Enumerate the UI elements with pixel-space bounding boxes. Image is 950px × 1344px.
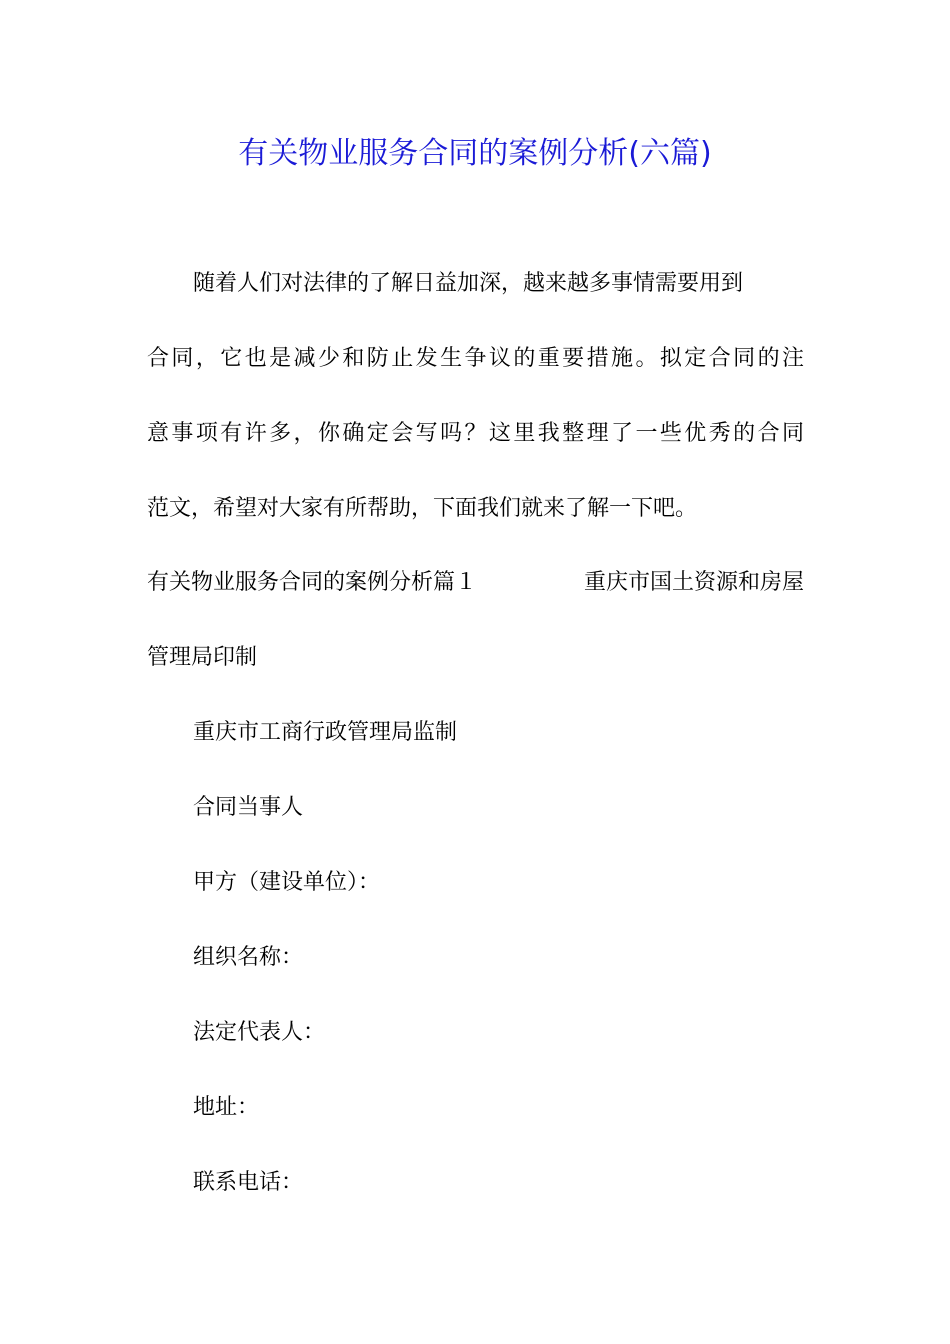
intro-line-1: 随着人们对法律的了解日益加深，越来越多事情需要用到 (193, 271, 744, 296)
section-heading: 有关物业服务合同的案例分析篇１ (147, 570, 478, 595)
intro-line-4: 范文，希望对大家有所帮助，下面我们就来了解一下吧。 (147, 496, 698, 521)
field-org-name: 组织名称： (193, 945, 304, 970)
field-address: 地址： (193, 1095, 260, 1120)
issuer-continuation: 管理局印制 (147, 645, 258, 670)
party-a-label: 甲方（建设单位）： (193, 870, 381, 895)
issuer-text: 重庆市国土资源和房屋 (583, 570, 804, 595)
parties-label: 合同当事人 (193, 795, 304, 820)
field-legal-rep: 法定代表人： (193, 1020, 326, 1045)
intro-line-3: 意事项有许多，你确定会写吗？这里我整理了一些优秀的合同 (147, 421, 804, 446)
field-phone: 联系电话： (193, 1170, 304, 1195)
document-title: 有关物业服务合同的案例分析(六篇) (238, 136, 712, 171)
section-heading-row (147, 567, 804, 599)
intro-line-2: 合同，它也是减少和防止发生争议的重要措施。拟定合同的注 (147, 346, 804, 371)
supervisor-text: 重庆市工商行政管理局监制 (193, 720, 458, 745)
